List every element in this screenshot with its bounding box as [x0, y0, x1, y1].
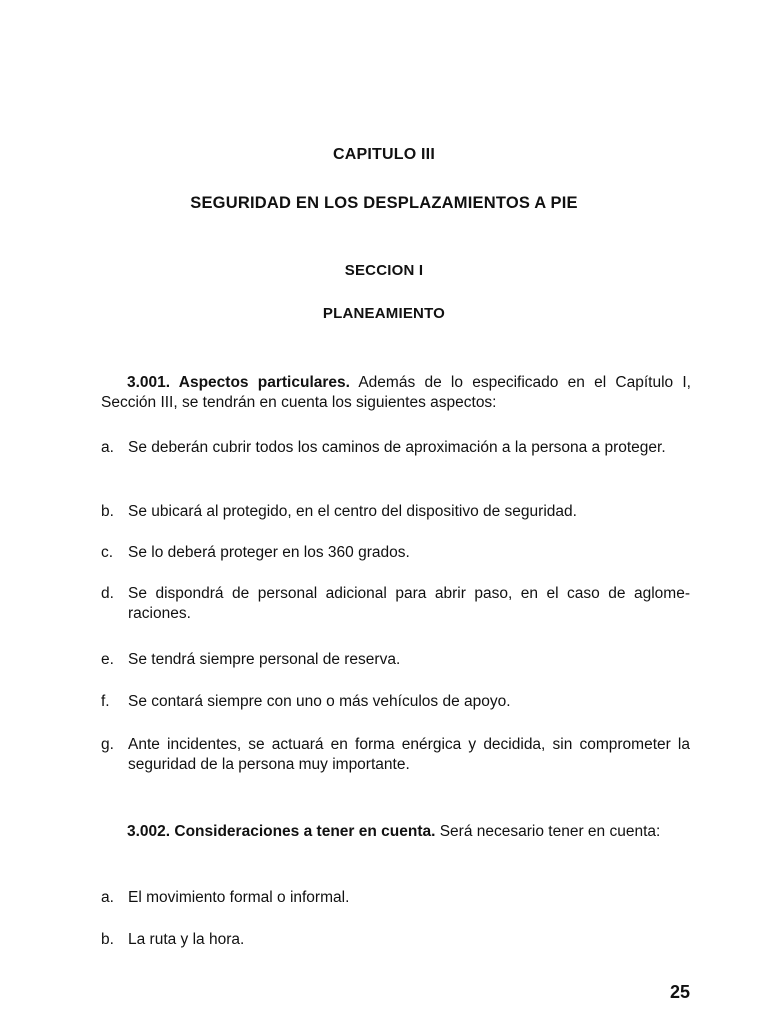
list-item-text: Ante incidentes, se actuará en forma enérgica y decidida, sin comprometer la seguridad de la persona muy importante.	[128, 736, 690, 773]
list-item-text: Se deberán cubrir todos los caminos de aproximación a la persona a proteger.	[128, 439, 666, 456]
list-item	[101, 502, 690, 522]
list-item	[101, 650, 690, 670]
article-3-001-heading: 3.001. Aspectos particulares.	[127, 374, 350, 391]
list-item-letter: b.	[101, 931, 114, 948]
article-3-002-body: Será necesario tener en cuenta:	[439, 823, 661, 840]
section-heading: SECCION I	[344, 262, 424, 279]
article-3-002-heading: 3.002. Consideraciones a tener en cuenta.	[127, 823, 436, 840]
list-item	[101, 584, 690, 624]
article-3-001-paragraph	[101, 373, 691, 413]
list-item-letter: a.	[101, 889, 114, 906]
article-3-002-paragraph	[101, 822, 691, 842]
list-item	[101, 692, 690, 712]
list-item-letter: f.	[101, 693, 110, 710]
article-3-001-body: Además de lo especificado en el Capítulo I, Sección III, se tendrán en cuenta los siguientes aspectos:	[101, 374, 691, 411]
list-item-text: Se lo deberá proteger en los 360 grados.	[128, 544, 410, 561]
list-item-letter: a.	[101, 439, 114, 456]
chapter-heading: CAPITULO III	[333, 146, 435, 163]
list-item-letter: g.	[101, 736, 114, 753]
list-item-letter: b.	[101, 503, 114, 520]
list-item-letter: e.	[101, 651, 114, 668]
list-item	[101, 543, 690, 563]
list-item-text: La ruta y la hora.	[128, 931, 245, 948]
list-item-text: Se dispondrá de personal adicional para abrir paso, en el caso de aglome-raciones.	[128, 585, 690, 622]
list-item-text: Se contará siempre con uno o más vehículos de apoyo.	[128, 693, 511, 710]
list-item-text: Se ubicará al protegido, en el centro del dispositivo de seguridad.	[128, 503, 577, 520]
list-item-text: El movimiento formal o informal.	[128, 889, 350, 906]
list-item-letter: d.	[101, 585, 114, 602]
list-item-text: Se tendrá siempre personal de reserva.	[128, 651, 401, 668]
list-item	[101, 735, 690, 775]
list-item	[101, 888, 690, 908]
subsection-heading: PLANEAMIENTO	[322, 305, 446, 322]
list-item	[101, 438, 690, 458]
chapter-title: SEGURIDAD EN LOS DESPLAZAMIENTOS A PIE	[190, 194, 578, 212]
page-number: 25	[669, 982, 690, 1002]
list-item	[101, 930, 690, 950]
list-item-letter: c.	[101, 544, 114, 561]
